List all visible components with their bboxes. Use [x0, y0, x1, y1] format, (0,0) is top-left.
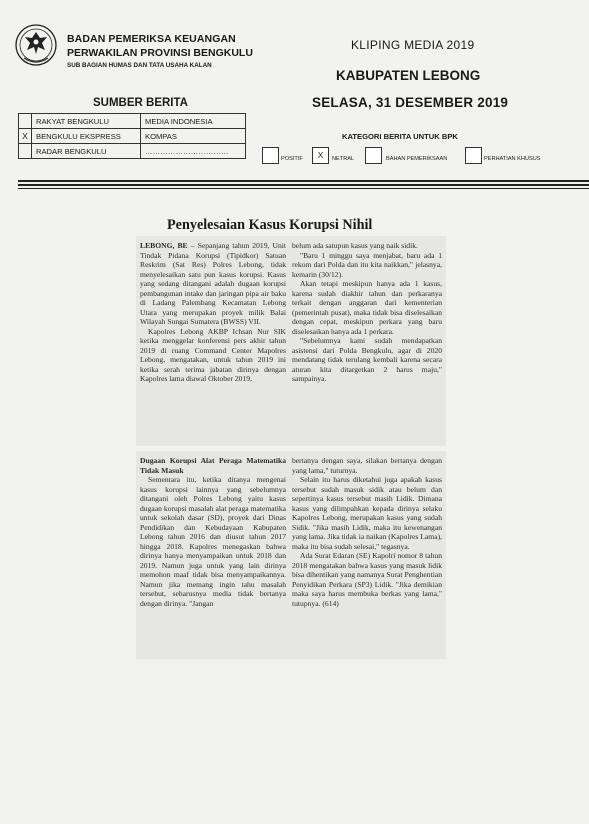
divider-line	[18, 184, 589, 186]
source-row	[19, 144, 246, 159]
source-name: KOMPAS	[141, 129, 246, 144]
source-name: MEDIA INDONESIA	[141, 114, 246, 129]
article-column-3	[140, 456, 286, 656]
kategori-label-netral: NETRAL	[332, 156, 355, 162]
kategori-checkbox-perhatian	[465, 147, 482, 164]
article-headline: Penyelesaian Kasus Korupsi Nihil	[167, 217, 373, 233]
paragraph: belum ada satupun kasus yang naik sidik.	[292, 241, 418, 250]
paragraph: Akan tetapi meskipun hanya ada 1 kasus, karena sudah diakhir tahun dan perkaranya terkait dengan anggaran dari kementerian (pemerintah pusat), maka tidak bisa diselesaikan dengan cepat, meskipun perkara yang baru diselesaikan hanya ada 1 perkara.	[292, 279, 442, 336]
kategori-checkbox-netral: X	[312, 147, 329, 164]
paragraph: "Baru 1 minggu saya menjabat, baru ada 1 rekom dari Polda dan itu kita naikkan," jelasnya, kemarin (30/12).	[292, 250, 442, 279]
kategori-label-bahan: BAHAN PEMERIKSAAN	[386, 156, 448, 162]
article-subheading: Dugaan Korupsi Alat Peraga Matematika Tidak Masuk	[140, 456, 286, 475]
sumber-berita-title: SUMBER BERITA	[93, 97, 188, 109]
paragraph: Ada Surat Edaran (SE) Kapolri nomor 8 tahun 2018 mengatakan bahwa kasus yang masuk lidik bisa dihentikan yang namanya Surat Penghentian Penyidikan Perkara (SP3) Lidik. "Jika demikian maka saya harus membuka berkas yang lama," tutupnya. (614)	[292, 551, 442, 608]
source-check: X	[19, 129, 32, 144]
org-branch: PERWAKILAN PROVINSI BENGKULU	[67, 47, 253, 59]
source-check	[19, 144, 32, 159]
paragraph: Sementara itu, ketika ditanya mengenai kasus korupsi lainnya yang sebelumnya ditangani oleh Polres Lebong yaitu kasus dugaan korupsi masalah alat peraga matematika untuk sekolah dasar (SD), proyek dari Dinas Pendidikan dan Kebudayaan Kabupaten Lebong tahun 2016 dan diusut tahun 2017 hingga 2018. Kapolres menegaskan bahwa dirinya hanya menyampaikan untuk 2018 dan 2019. Namun juga untuk yang lain dirinya memohon maaf tidak bisa menyampaikannya. Namun jika memang ingin tahu masalah tersebut, seharusnya media tidak bertanya dengan dirinya. "Jangan	[140, 475, 286, 608]
source-row	[19, 114, 246, 129]
divider-line	[18, 188, 589, 189]
kategori-checkbox-positif	[262, 147, 279, 164]
source-table	[18, 113, 246, 159]
source-name: BENGKULU EKSPRESS	[32, 129, 141, 144]
source-name: RAKYAT BENGKULU	[32, 114, 141, 129]
article-column-1	[140, 241, 286, 443]
kliping-title: KLIPING MEDIA 2019	[351, 38, 475, 52]
kategori-title: KATEGORI BERITA UNTUK BPK	[342, 132, 458, 141]
paragraph: Kapolres Lebong AKBP Ichsan Nur SIK ketika menggelar konferensi pers akhir tahun 2019 di ruang Command Center Mapolres Lebong, mengatakan, untuk tahun 2019 ini ketika serah terima jabatan dirinya dengan Kapolres lama diawal Oktober 2019,	[140, 326, 286, 383]
kabupaten-title: KABUPATEN LEBONG	[336, 68, 481, 83]
bpk-logo	[14, 22, 58, 68]
source-name: ……………………………	[141, 144, 246, 159]
paragraph: "Sebelumnya kami sudah mendapatkan asistensi dari Polda Bengkulu, agar di 2020 mendatang tidak terulang kembali karena secara aturan kita ditargetkan 2 harus maju," sampainya.	[292, 336, 442, 383]
kategori-label-perhatian: PERHATIAN KHUSUS	[484, 156, 541, 162]
paragraph: – Sepanjang tahun 2019, Unit Tindak Pidana Korupsi (Tipidkor) Satuan Reskrim (Sat Res) Polres Lebong, tidak menyelesaikan satu pun kasus korupsi. Kasus yang sedang ditangani adalah dugaan korupsi pembangunan intake dan jaringan pipa air baku di Ladang Palembang Kecamatan Lebong Utara yang merupakan proyek milik Balai Wilayah Sungai Sumatera (BWSS) VII.	[140, 241, 286, 326]
paragraph: Selain itu harus diketahui juga apakah kasus tersebut sudah masuk sidik atau belum dan sepertinya kasus tersebut masih Lidik. Dimana kasus yang dilimpahkan kepada dirinya selaku Kapolres Lebong, merupakan kasus yang sudah Sidik. "Jika masih Lidik, maka itu kewenangan yang lama. Jika tidak ia naikan (Kapolres Lama), maka itu bisa sudah selesai," tegasnya.	[292, 475, 442, 551]
dateline: LEBONG, BE	[140, 241, 188, 250]
divider-line	[18, 180, 589, 182]
article-column-2	[292, 241, 442, 443]
source-row	[19, 129, 246, 144]
source-check	[19, 114, 32, 129]
org-subdivision: SUB BAGIAN HUMAS DAN TATA USAHA KALAN	[67, 62, 212, 69]
org-name: BADAN PEMERIKSA KEUANGAN	[67, 33, 236, 45]
kategori-checkbox-bahan	[365, 147, 382, 164]
source-name: RADAR BENGKULU	[32, 144, 141, 159]
paragraph: bertanya dengan saya, silakan bertanya dengan yang lama," tuturnya.	[292, 456, 442, 475]
article-column-4	[292, 456, 442, 656]
publication-date: SELASA, 31 DESEMBER 2019	[312, 95, 509, 110]
kategori-label-positif: POSITIF	[281, 156, 303, 162]
